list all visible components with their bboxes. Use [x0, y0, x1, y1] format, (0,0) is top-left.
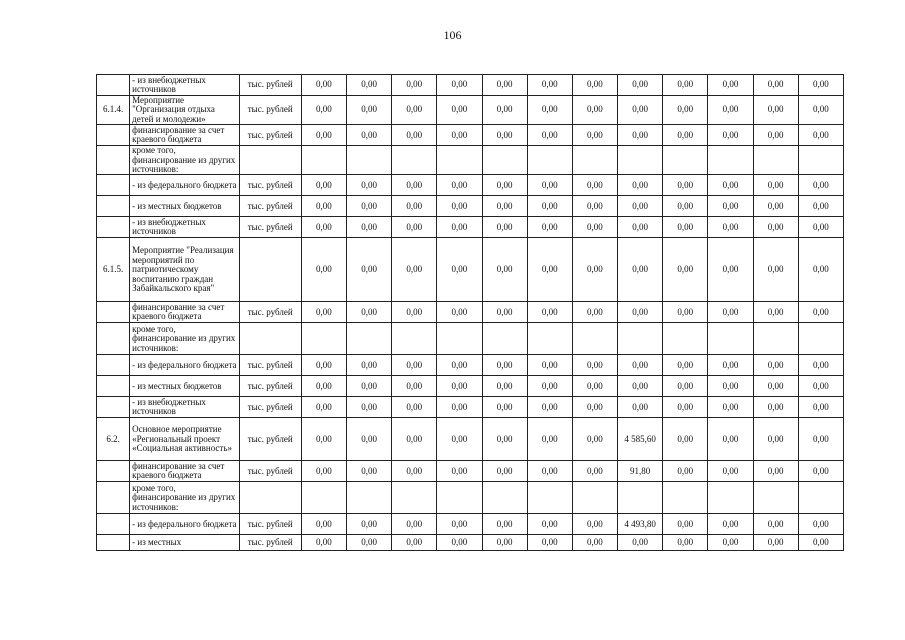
value-cell: 0,00	[527, 217, 572, 238]
value-cell: 0,00	[392, 535, 437, 551]
value-cell: 0,00	[798, 461, 843, 482]
value-cell: 0,00	[663, 217, 708, 238]
value-cell	[392, 482, 437, 514]
value-cell: 0,00	[753, 461, 798, 482]
value-cell: 0,00	[618, 376, 663, 397]
value-cell: 0,00	[301, 175, 346, 196]
value-cell: 0,00	[437, 175, 482, 196]
value-cell: 0,00	[392, 96, 437, 125]
value-cell: 0,00	[708, 302, 753, 323]
value-cell	[527, 482, 572, 514]
value-cell: 0,00	[482, 196, 527, 217]
row-unit: тыс. рублей	[239, 302, 301, 323]
value-cell	[437, 146, 482, 175]
value-cell: 0,00	[346, 96, 391, 125]
value-cell: 0,00	[346, 238, 391, 302]
value-cell: 0,00	[572, 75, 617, 96]
value-cell: 0,00	[482, 461, 527, 482]
value-cell: 0,00	[753, 125, 798, 146]
value-cell: 0,00	[708, 397, 753, 418]
value-cell: 0,00	[527, 96, 572, 125]
value-cell: 0,00	[663, 75, 708, 96]
value-cell: 0,00	[437, 535, 482, 551]
row-name: - из местных	[130, 535, 239, 551]
value-cell: 0,00	[392, 175, 437, 196]
row-unit	[239, 146, 301, 175]
value-cell	[527, 146, 572, 175]
row-code: 6.2.	[97, 418, 130, 461]
table-row	[97, 125, 844, 146]
row-code	[97, 196, 130, 217]
value-cell: 0,00	[527, 238, 572, 302]
value-cell: 0,00	[798, 514, 843, 535]
budget-table	[96, 74, 844, 551]
value-cell: 0,00	[753, 514, 798, 535]
value-cell: 0,00	[301, 96, 346, 125]
value-cell: 0,00	[346, 196, 391, 217]
value-cell: 0,00	[798, 418, 843, 461]
value-cell: 0,00	[663, 397, 708, 418]
value-cell: 0,00	[437, 355, 482, 376]
value-cell: 0,00	[618, 355, 663, 376]
value-cell	[301, 146, 346, 175]
value-cell	[482, 482, 527, 514]
value-cell: 0,00	[798, 125, 843, 146]
value-cell: 0,00	[618, 217, 663, 238]
value-cell: 0,00	[798, 238, 843, 302]
row-code	[97, 302, 130, 323]
row-code	[97, 461, 130, 482]
value-cell: 0,00	[708, 355, 753, 376]
value-cell: 0,00	[527, 75, 572, 96]
value-cell: 0,00	[392, 238, 437, 302]
value-cell: 0,00	[392, 418, 437, 461]
row-name: - из федерального бюджета	[130, 175, 239, 196]
value-cell: 0,00	[482, 75, 527, 96]
value-cell: 0,00	[301, 238, 346, 302]
value-cell: 0,00	[663, 514, 708, 535]
value-cell	[618, 482, 663, 514]
table-row	[97, 514, 844, 535]
value-cell	[527, 323, 572, 355]
table-row	[97, 217, 844, 238]
value-cell: 0,00	[482, 376, 527, 397]
value-cell: 0,00	[437, 302, 482, 323]
value-cell: 0,00	[392, 461, 437, 482]
value-cell: 0,00	[708, 217, 753, 238]
row-name: кроме того, финансирование из других источников:	[130, 146, 239, 175]
row-name: кроме того, финансирование из других источников:	[130, 323, 239, 355]
value-cell: 0,00	[437, 238, 482, 302]
value-cell: 0,00	[482, 96, 527, 125]
row-name: финансирование за счет краевого бюджета	[130, 302, 239, 323]
value-cell	[798, 146, 843, 175]
value-cell: 0,00	[708, 196, 753, 217]
value-cell: 0,00	[392, 355, 437, 376]
value-cell: 0,00	[482, 397, 527, 418]
row-unit: тыс. рублей	[239, 75, 301, 96]
table-row	[97, 238, 844, 302]
value-cell: 0,00	[572, 175, 617, 196]
row-name: - из местных бюджетов	[130, 196, 239, 217]
value-cell: 0,00	[527, 175, 572, 196]
value-cell: 0,00	[798, 175, 843, 196]
table-row	[97, 96, 844, 125]
value-cell: 0,00	[482, 238, 527, 302]
value-cell: 0,00	[618, 397, 663, 418]
value-cell: 0,00	[618, 96, 663, 125]
row-unit: тыс. рублей	[239, 196, 301, 217]
value-cell: 0,00	[437, 514, 482, 535]
value-cell: 0,00	[437, 96, 482, 125]
value-cell: 0,00	[392, 75, 437, 96]
value-cell: 91,80	[618, 461, 663, 482]
value-cell: 0,00	[392, 302, 437, 323]
value-cell: 0,00	[572, 96, 617, 125]
value-cell: 0,00	[346, 125, 391, 146]
value-cell: 0,00	[392, 376, 437, 397]
value-cell	[753, 323, 798, 355]
row-unit: тыс. рублей	[239, 125, 301, 146]
row-unit: тыс. рублей	[239, 96, 301, 125]
value-cell	[392, 146, 437, 175]
row-name: финансирование за счет краевого бюджета	[130, 125, 239, 146]
value-cell: 0,00	[301, 302, 346, 323]
value-cell: 0,00	[527, 196, 572, 217]
table-row	[97, 418, 844, 461]
value-cell: 0,00	[301, 355, 346, 376]
value-cell: 0,00	[708, 418, 753, 461]
value-cell: 0,00	[753, 418, 798, 461]
table-row	[97, 535, 844, 551]
value-cell: 0,00	[708, 238, 753, 302]
value-cell: 0,00	[572, 535, 617, 551]
value-cell: 0,00	[798, 535, 843, 551]
value-cell: 0,00	[572, 196, 617, 217]
row-unit: тыс. рублей	[239, 418, 301, 461]
value-cell: 0,00	[301, 397, 346, 418]
value-cell	[618, 146, 663, 175]
value-cell	[798, 323, 843, 355]
value-cell: 0,00	[663, 302, 708, 323]
value-cell: 4 585,60	[618, 418, 663, 461]
value-cell: 0,00	[708, 75, 753, 96]
value-cell: 0,00	[572, 125, 617, 146]
table-row	[97, 482, 844, 514]
value-cell: 0,00	[301, 376, 346, 397]
value-cell: 0,00	[753, 217, 798, 238]
value-cell: 0,00	[346, 535, 391, 551]
value-cell: 0,00	[708, 514, 753, 535]
row-code	[97, 125, 130, 146]
value-cell: 0,00	[572, 238, 617, 302]
value-cell: 0,00	[392, 125, 437, 146]
value-cell: 0,00	[301, 75, 346, 96]
value-cell: 0,00	[482, 175, 527, 196]
value-cell: 0,00	[437, 217, 482, 238]
row-unit: тыс. рублей	[239, 461, 301, 482]
row-code	[97, 323, 130, 355]
value-cell: 0,00	[346, 461, 391, 482]
value-cell: 0,00	[753, 175, 798, 196]
value-cell: 0,00	[798, 96, 843, 125]
value-cell	[753, 482, 798, 514]
table-row	[97, 302, 844, 323]
value-cell: 0,00	[301, 217, 346, 238]
value-cell: 0,00	[527, 125, 572, 146]
value-cell: 0,00	[346, 418, 391, 461]
value-cell: 0,00	[346, 514, 391, 535]
row-name: финансирование за счет краевого бюджета	[130, 461, 239, 482]
value-cell: 0,00	[346, 75, 391, 96]
value-cell: 0,00	[437, 397, 482, 418]
page-number: 106	[443, 28, 462, 42]
table-row	[97, 376, 844, 397]
row-code	[97, 217, 130, 238]
value-cell: 0,00	[437, 196, 482, 217]
value-cell: 0,00	[527, 355, 572, 376]
value-cell: 0,00	[482, 418, 527, 461]
row-unit	[239, 323, 301, 355]
row-name: кроме того, финансирование из других источников:	[130, 482, 239, 514]
value-cell: 0,00	[798, 355, 843, 376]
value-cell: 0,00	[618, 302, 663, 323]
value-cell: 0,00	[798, 376, 843, 397]
value-cell: 0,00	[572, 355, 617, 376]
value-cell	[346, 146, 391, 175]
row-unit: тыс. рублей	[239, 355, 301, 376]
table-row	[97, 196, 844, 217]
value-cell: 0,00	[753, 397, 798, 418]
value-cell: 0,00	[301, 535, 346, 551]
value-cell: 0,00	[392, 397, 437, 418]
value-cell: 0,00	[572, 302, 617, 323]
value-cell: 0,00	[663, 125, 708, 146]
row-unit	[239, 238, 301, 302]
value-cell: 0,00	[618, 196, 663, 217]
value-cell: 0,00	[346, 302, 391, 323]
value-cell: 0,00	[798, 75, 843, 96]
row-code	[97, 535, 130, 551]
value-cell	[708, 323, 753, 355]
value-cell: 0,00	[663, 418, 708, 461]
value-cell: 0,00	[798, 302, 843, 323]
row-unit: тыс. рублей	[239, 376, 301, 397]
table-row	[97, 75, 844, 96]
value-cell: 0,00	[753, 355, 798, 376]
row-unit	[239, 482, 301, 514]
value-cell: 0,00	[753, 376, 798, 397]
value-cell: 0,00	[482, 302, 527, 323]
row-unit: тыс. рублей	[239, 217, 301, 238]
value-cell: 0,00	[482, 535, 527, 551]
value-cell: 0,00	[527, 535, 572, 551]
value-cell: 0,00	[618, 535, 663, 551]
value-cell	[346, 482, 391, 514]
row-name: Мероприятие "Реализация мероприятий по патриотическому воспитанию граждан Забайкальского края"	[130, 238, 239, 302]
value-cell: 0,00	[437, 125, 482, 146]
value-cell: 0,00	[663, 355, 708, 376]
value-cell: 0,00	[663, 535, 708, 551]
table-body	[97, 75, 844, 551]
value-cell: 0,00	[798, 397, 843, 418]
row-unit: тыс. рублей	[239, 514, 301, 535]
value-cell: 0,00	[527, 418, 572, 461]
value-cell: 0,00	[346, 397, 391, 418]
row-name: - из внебюджетных источников	[130, 397, 239, 418]
table-row	[97, 397, 844, 418]
value-cell	[392, 323, 437, 355]
value-cell: 0,00	[527, 397, 572, 418]
value-cell	[708, 482, 753, 514]
value-cell: 0,00	[482, 217, 527, 238]
value-cell: 0,00	[301, 196, 346, 217]
value-cell: 0,00	[437, 461, 482, 482]
row-name: - из внебюджетных источников	[130, 217, 239, 238]
row-code	[97, 146, 130, 175]
value-cell: 0,00	[753, 238, 798, 302]
value-cell	[798, 482, 843, 514]
value-cell: 4 493,80	[618, 514, 663, 535]
value-cell	[437, 323, 482, 355]
value-cell: 0,00	[482, 355, 527, 376]
row-code: 6.1.4.	[97, 96, 130, 125]
value-cell	[437, 482, 482, 514]
row-name: - из внебюджетных источников	[130, 75, 239, 96]
value-cell: 0,00	[663, 376, 708, 397]
value-cell: 0,00	[572, 217, 617, 238]
value-cell: 0,00	[708, 96, 753, 125]
value-cell: 0,00	[708, 376, 753, 397]
value-cell: 0,00	[482, 514, 527, 535]
value-cell	[572, 323, 617, 355]
value-cell: 0,00	[753, 75, 798, 96]
value-cell: 0,00	[527, 461, 572, 482]
row-name: - из федерального бюджета	[130, 355, 239, 376]
value-cell: 0,00	[572, 376, 617, 397]
row-code	[97, 75, 130, 96]
row-code	[97, 482, 130, 514]
row-code	[97, 376, 130, 397]
value-cell: 0,00	[437, 75, 482, 96]
value-cell	[301, 482, 346, 514]
value-cell	[482, 146, 527, 175]
value-cell: 0,00	[572, 461, 617, 482]
row-unit: тыс. рублей	[239, 175, 301, 196]
value-cell	[301, 323, 346, 355]
value-cell: 0,00	[527, 376, 572, 397]
value-cell: 0,00	[301, 514, 346, 535]
value-cell: 0,00	[753, 196, 798, 217]
value-cell	[663, 146, 708, 175]
value-cell: 0,00	[392, 196, 437, 217]
value-cell: 0,00	[618, 75, 663, 96]
value-cell: 0,00	[301, 418, 346, 461]
value-cell	[572, 482, 617, 514]
value-cell: 0,00	[708, 461, 753, 482]
value-cell: 0,00	[663, 196, 708, 217]
value-cell: 0,00	[572, 418, 617, 461]
value-cell: 0,00	[346, 376, 391, 397]
value-cell	[572, 146, 617, 175]
value-cell: 0,00	[482, 125, 527, 146]
row-name: - из местных бюджетов	[130, 376, 239, 397]
value-cell	[618, 323, 663, 355]
table-row	[97, 146, 844, 175]
value-cell: 0,00	[618, 175, 663, 196]
value-cell: 0,00	[527, 514, 572, 535]
value-cell	[663, 323, 708, 355]
row-name: Мероприятие "Организация отдыха детей и молодежи»	[130, 96, 239, 125]
table-row	[97, 175, 844, 196]
value-cell	[346, 323, 391, 355]
value-cell: 0,00	[798, 217, 843, 238]
value-cell	[482, 323, 527, 355]
value-cell: 0,00	[437, 376, 482, 397]
value-cell: 0,00	[527, 302, 572, 323]
value-cell: 0,00	[346, 217, 391, 238]
value-cell: 0,00	[301, 461, 346, 482]
value-cell: 0,00	[708, 125, 753, 146]
value-cell: 0,00	[798, 196, 843, 217]
value-cell: 0,00	[663, 175, 708, 196]
row-name: - из федерального бюджета	[130, 514, 239, 535]
value-cell: 0,00	[572, 514, 617, 535]
row-unit: тыс. рублей	[239, 535, 301, 551]
value-cell: 0,00	[663, 461, 708, 482]
value-cell: 0,00	[708, 535, 753, 551]
value-cell: 0,00	[392, 514, 437, 535]
value-cell	[663, 482, 708, 514]
row-code	[97, 355, 130, 376]
value-cell	[753, 146, 798, 175]
row-name: Основное мероприятие «Региональный проект «Социальная активность»	[130, 418, 239, 461]
value-cell: 0,00	[753, 302, 798, 323]
value-cell: 0,00	[346, 175, 391, 196]
table-row	[97, 355, 844, 376]
row-code	[97, 175, 130, 196]
value-cell: 0,00	[663, 238, 708, 302]
row-code	[97, 397, 130, 418]
value-cell: 0,00	[618, 238, 663, 302]
value-cell: 0,00	[437, 418, 482, 461]
value-cell	[708, 146, 753, 175]
value-cell: 0,00	[708, 175, 753, 196]
value-cell: 0,00	[663, 96, 708, 125]
value-cell: 0,00	[572, 397, 617, 418]
value-cell: 0,00	[392, 217, 437, 238]
table-row	[97, 323, 844, 355]
table-row	[97, 461, 844, 482]
row-code	[97, 514, 130, 535]
row-code: 6.1.5.	[97, 238, 130, 302]
row-unit: тыс. рублей	[239, 397, 301, 418]
value-cell: 0,00	[618, 125, 663, 146]
value-cell: 0,00	[753, 535, 798, 551]
value-cell: 0,00	[346, 355, 391, 376]
value-cell: 0,00	[753, 96, 798, 125]
value-cell: 0,00	[301, 125, 346, 146]
